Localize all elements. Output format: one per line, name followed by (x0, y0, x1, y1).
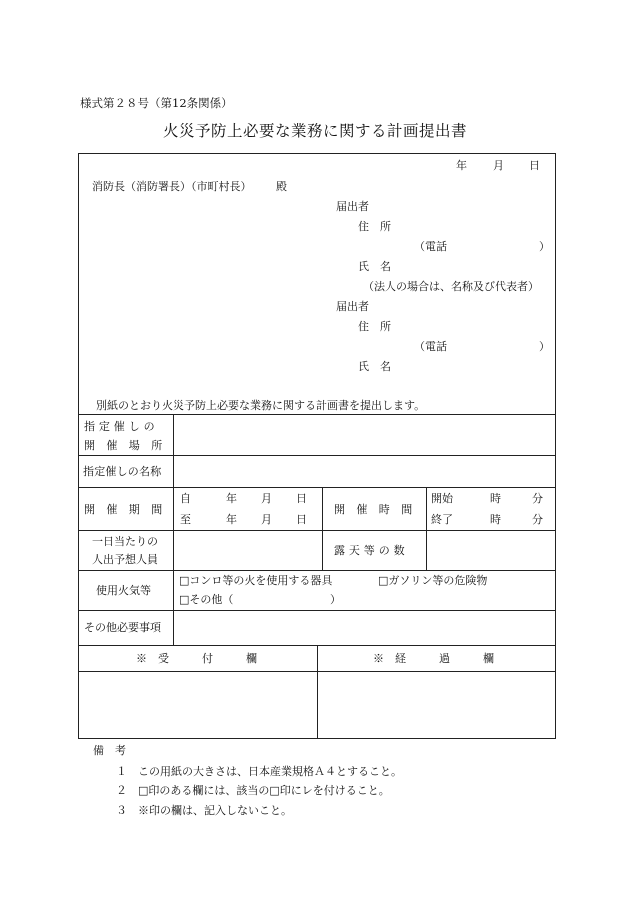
time-hour: 時 (490, 513, 501, 526)
row-divider (78, 455, 556, 456)
event-name-label: 指定催しの名称 (83, 465, 162, 478)
progress-column-heading: ※ 経 過 欄 (373, 652, 494, 665)
form-number: 様式第２８号（第12条関係） (80, 96, 233, 110)
row-divider (78, 414, 556, 415)
time-hour: 時 (490, 492, 501, 505)
period-month: 月 (261, 492, 272, 505)
date-month: 月 (493, 159, 504, 172)
name-label: 氏 名 (358, 360, 391, 373)
fire-use-label: 使用火気等 (96, 584, 151, 597)
period-day: 日 (296, 513, 307, 526)
phone-open: （電話 (414, 240, 447, 253)
venue-label-line1: 指 定 催 し の (84, 420, 155, 433)
fire-option-stove-checkbox[interactable]: □コンロ等の火を使用する器具 (179, 574, 333, 587)
phone-close: ） (539, 340, 550, 353)
attendance-label-line1: 一日当たりの (92, 535, 158, 548)
fire-option-gasoline-checkbox[interactable]: □ガソリン等の危険物 (378, 574, 488, 587)
time-label: 開 催 時 間 (334, 503, 413, 516)
other-items-label: その他必要事項 (84, 621, 161, 634)
venue-label-line2: 開 催 場 所 (84, 439, 163, 452)
address-label: 住 所 (358, 320, 391, 333)
time-start: 開始 (431, 492, 453, 505)
submission-statement: 別紙のとおり火災予防上必要な業務に関する計画書を提出します。 (96, 399, 426, 412)
col-divider (426, 487, 427, 570)
col-divider (173, 414, 174, 645)
corporate-note: （法人の場合は、名称及び代表者） (363, 280, 539, 293)
attendance-label-line2: 人出予想人員 (92, 553, 158, 566)
page-title: 火災予防上必要な業務に関する計画提出書 (162, 122, 467, 140)
applicant-heading: 届出者 (336, 200, 369, 213)
row-divider (78, 610, 556, 611)
address-label: 住 所 (358, 220, 391, 233)
col-divider (322, 487, 323, 570)
phone-close: ） (539, 240, 550, 253)
notes-heading: 備 考 (93, 744, 126, 757)
period-year: 年 (226, 492, 237, 505)
fire-option-other-checkbox[interactable]: □その他（ (179, 593, 234, 606)
note-item: １ この用紙の大きさは、日本産業規格Ａ４とすること。 (116, 765, 402, 778)
period-to: 至 (180, 513, 191, 526)
row-divider (78, 487, 556, 488)
reception-column-heading: ※ 受 付 欄 (136, 652, 257, 665)
time-end: 終了 (431, 513, 453, 526)
col-divider (317, 645, 318, 739)
period-label: 開 催 期 間 (84, 503, 163, 516)
name-label: 氏 名 (358, 260, 391, 273)
time-minute: 分 (532, 492, 543, 505)
period-day: 日 (296, 492, 307, 505)
fire-option-other-close: ） (330, 593, 341, 606)
row-divider (78, 570, 556, 571)
addressee: 消防長（消防署長）（市町村長） (92, 180, 252, 193)
date-day: 日 (529, 159, 540, 172)
period-month: 月 (261, 513, 272, 526)
period-year: 年 (226, 513, 237, 526)
period-from: 自 (180, 492, 191, 505)
time-minute: 分 (532, 513, 543, 526)
note-item: ３ ※印の欄は、記入しないこと。 (116, 804, 292, 817)
addressee-honorific: 殿 (276, 180, 287, 193)
note-item: ２ □印のある欄には、該当の□印にレを付けること。 (116, 784, 390, 797)
phone-open: （電話 (414, 340, 447, 353)
date-year: 年 (456, 159, 467, 172)
applicant-heading: 届出者 (336, 300, 369, 313)
row-divider (78, 530, 556, 531)
stalls-label: 露 天 等 の 数 (334, 544, 405, 557)
